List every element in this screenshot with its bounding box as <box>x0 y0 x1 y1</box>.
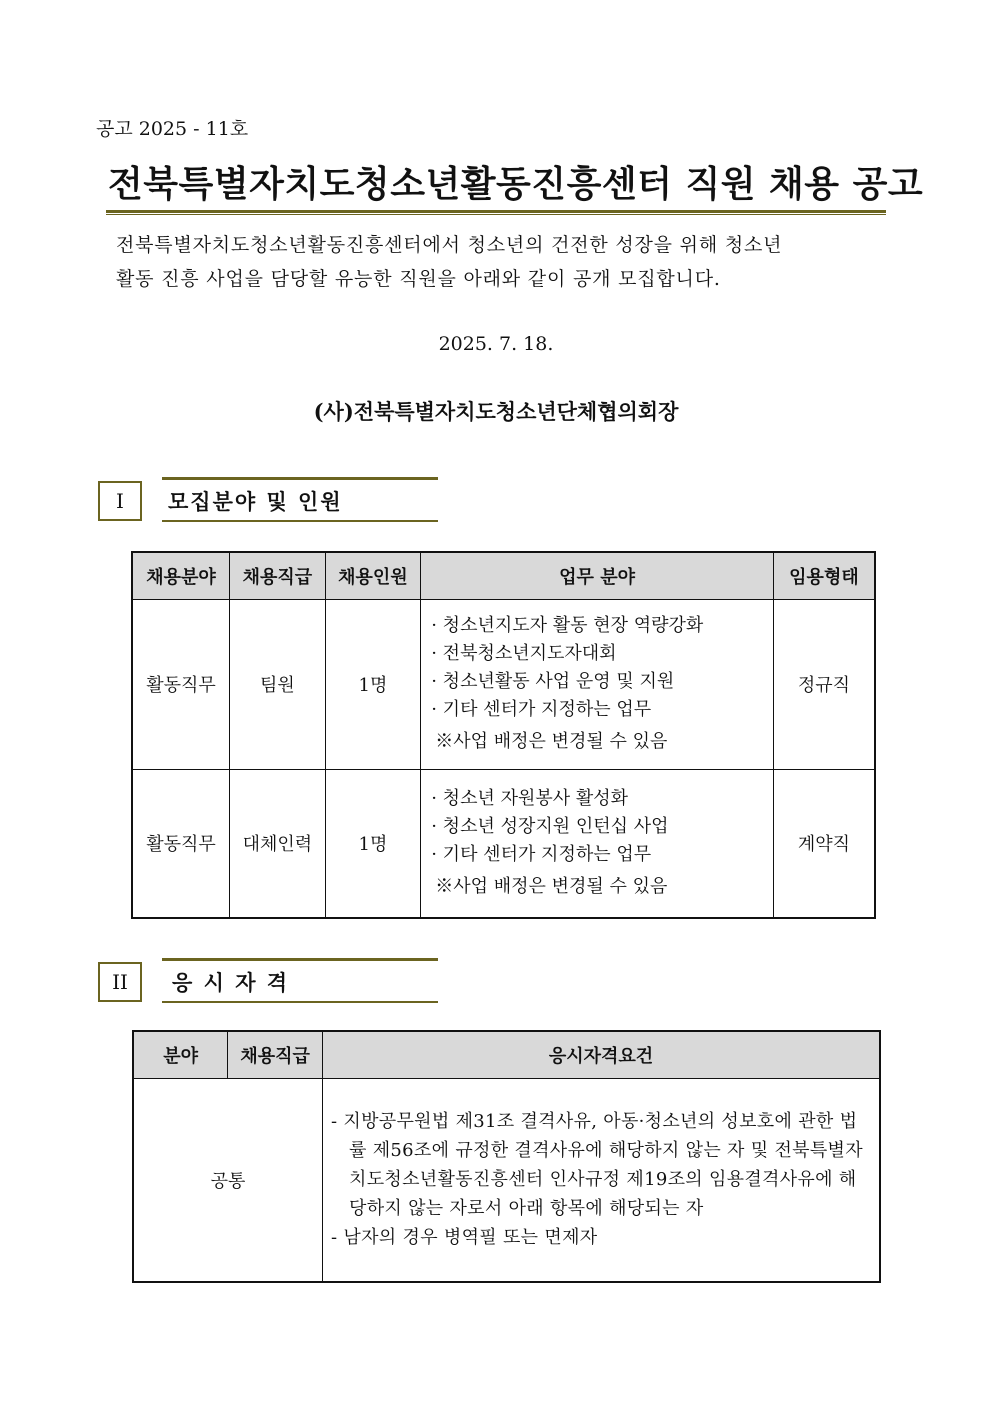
duty-note: ※사업 배정은 변경될 수 있음 <box>435 876 668 898</box>
section1-number-box <box>98 481 142 521</box>
section1-top-rule <box>162 477 438 480</box>
duty-item: · 청소년지도자 활동 현장 역량강화 <box>431 615 704 636</box>
duty-cell <box>421 769 774 918</box>
section2-number-box <box>98 962 142 1002</box>
header-cell: 임용형태 <box>773 552 875 599</box>
duty-item: · 기타 센터가 지정하는 업무 <box>431 699 652 720</box>
duty-item: · 청소년 성장지원 인턴십 사업 <box>431 816 669 838</box>
count-cell: 1명 <box>325 599 421 769</box>
header-cell: 분야 <box>133 1031 228 1078</box>
header-cell: 채용분야 <box>132 552 230 599</box>
count-cell: 1명 <box>325 769 421 918</box>
header-cell: 응시자격요건 <box>323 1031 880 1078</box>
page-title: 전북특별자치도청소년활동진흥센터 직원 채용 공고 <box>108 163 924 205</box>
grade-cell: 대체인력 <box>230 769 326 918</box>
section1-numeral: I <box>116 489 124 513</box>
qualification-table <box>132 1030 881 1283</box>
header-cell: 채용직급 <box>230 552 326 599</box>
section2-title: 응 시 자 격 <box>172 970 290 995</box>
notice-number: 공고 2025 - 11호 <box>96 118 249 140</box>
section2-top-rule <box>162 958 438 961</box>
duty-item: · 전북청소년지도자대회 <box>431 643 617 664</box>
section1-bottom-rule <box>162 520 438 522</box>
section1-title: 모집분야 및 인원 <box>168 489 343 514</box>
employment-type-cell: 계약직 <box>773 769 875 918</box>
intro-line: 활동 진흥 사업을 담당할 유능한 직원을 아래와 같이 공개 모집합니다. <box>116 268 721 290</box>
organization-name: (사)전북특별자치도청소년단체협의회장 <box>313 399 679 424</box>
requirement-cell <box>323 1078 880 1282</box>
table-header-row <box>132 552 875 599</box>
field-cell: 활동직무 <box>132 599 230 769</box>
field-cell: 활동직무 <box>132 769 230 918</box>
intro-paragraph <box>116 228 888 296</box>
table-header-row <box>133 1031 880 1078</box>
header-cell: 업무 분야 <box>421 552 774 599</box>
table-row <box>133 1078 880 1282</box>
duty-item: · 청소년 자원봉사 활성화 <box>431 788 629 810</box>
grade-cell: 팀원 <box>230 599 326 769</box>
title-rule <box>106 210 886 215</box>
employment-type-cell: 정규직 <box>773 599 875 769</box>
section2-bottom-rule <box>162 1001 438 1003</box>
field-cell: 공통 <box>133 1078 323 1282</box>
table-row <box>132 769 875 918</box>
duty-cell <box>421 599 774 769</box>
duty-item: · 기타 센터가 지정하는 업무 <box>431 844 652 866</box>
notice-date: 2025. 7. 18. <box>438 333 554 355</box>
table-row <box>132 599 875 769</box>
duty-note: ※사업 배정은 변경될 수 있음 <box>435 731 668 752</box>
requirement-item: - 남자의 경우 병역필 또는 면제자 <box>331 1227 598 1249</box>
header-cell: 채용직급 <box>228 1031 323 1078</box>
intro-line: 전북특별자치도청소년활동진흥센터에서 청소년의 건전한 성장을 위해 청소년 <box>116 234 783 256</box>
duty-item: · 청소년활동 사업 운영 및 지원 <box>431 671 675 692</box>
recruitment-table <box>131 551 876 919</box>
section2-numeral: II <box>112 970 128 994</box>
requirement-item: - 지방공무원법 제31조 결격사유, 아동·청소년의 성보호에 관한 법률 제56조에 규정한 결격사유에 해당하지 않는 자 및 전북특별자치도청소년활동진흥센터 인사규정 제19조의 임용결격사유에 해당하지 않는 자로서 아래 항목에 해당되는 자 <box>331 1111 863 1220</box>
header-cell: 채용인원 <box>325 552 421 599</box>
